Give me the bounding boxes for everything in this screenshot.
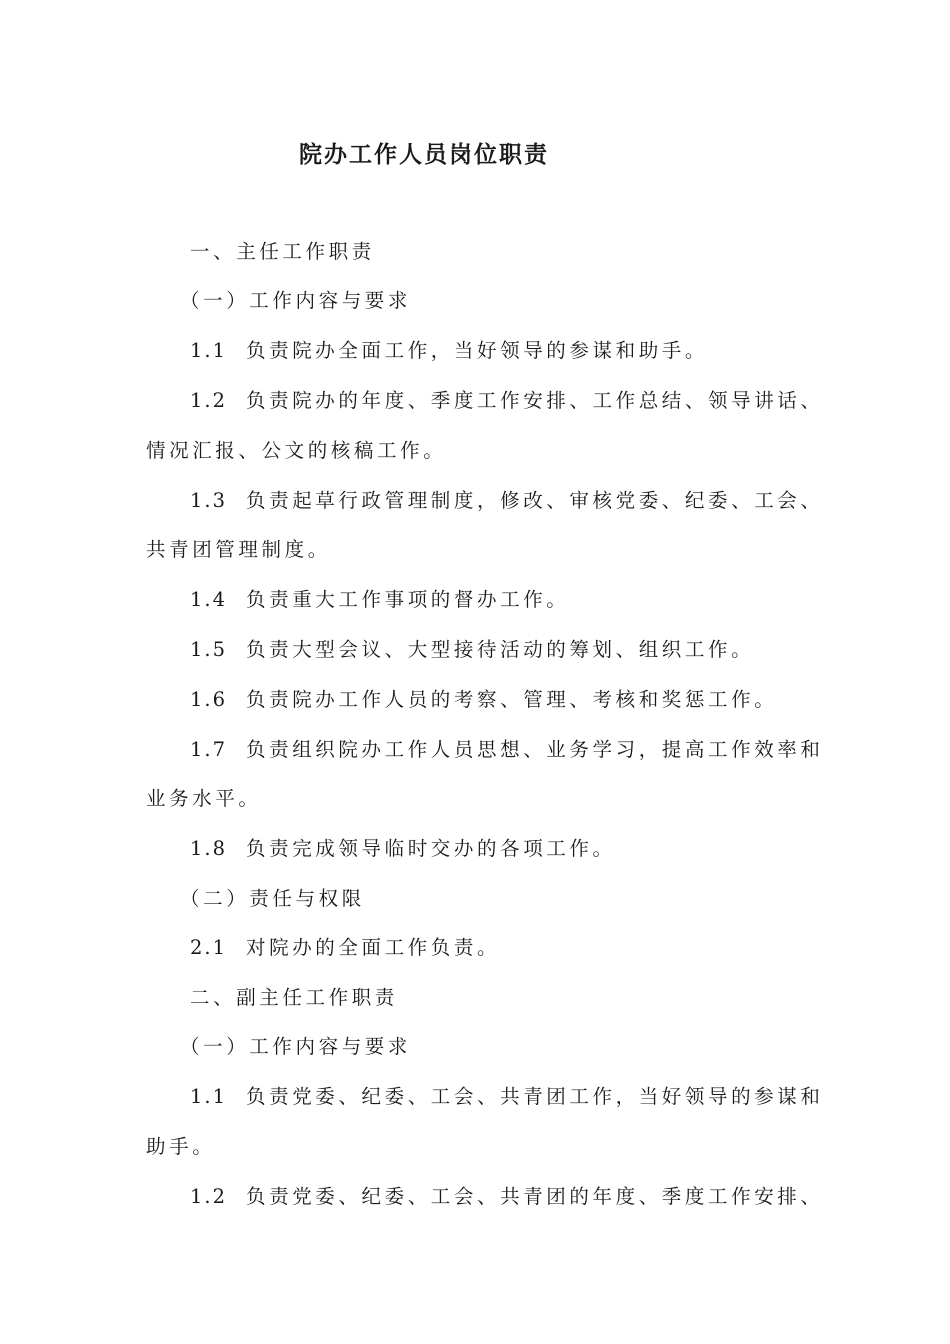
section-heading: 二、副主任工作职责 <box>190 986 398 1009</box>
item-text: 负责重大工作事项的督办工作。 <box>246 588 570 611</box>
item-text: 负责院办全面工作，当好领导的参谋和助手。 <box>246 339 709 362</box>
item-number: 2.1 <box>190 936 228 959</box>
item-number: 1.2 <box>190 1185 228 1208</box>
section-heading: 一、主任工作职责 <box>190 240 375 263</box>
item-text: 负责院办工作人员的考察、管理、考核和奖惩工作。 <box>246 688 778 711</box>
item-continuation: 业务水平。 <box>146 787 262 810</box>
list-item <box>190 486 824 516</box>
list-item <box>190 735 824 765</box>
item-text: 负责党委、纪委、工会、共青团的年度、季度工作安排、 <box>246 1185 824 1208</box>
list-item <box>190 1082 824 1112</box>
subsection-heading: （一）工作内容与要求 <box>180 289 412 312</box>
document-title: 院办工作人员岗位职责 <box>299 141 549 168</box>
item-number: 1.8 <box>190 837 228 860</box>
item-text: 负责院办的年度、季度工作安排、工作总结、领导讲话、 <box>246 389 824 412</box>
item-text: 负责大型会议、大型接待活动的筹划、组织工作。 <box>246 638 755 661</box>
item-text: 对院办的全面工作负责。 <box>246 936 501 959</box>
item-continuation: 共青团管理制度。 <box>146 538 331 561</box>
item-number: 1.2 <box>190 389 228 412</box>
list-item <box>190 336 708 366</box>
item-number: 1.4 <box>190 588 228 611</box>
list-item <box>190 685 777 715</box>
subsection-heading: （一）工作内容与要求 <box>180 1035 412 1058</box>
list-item <box>190 635 754 665</box>
item-number: 1.6 <box>190 688 228 711</box>
item-continuation: 情况汇报、公文的核稿工作。 <box>146 439 447 462</box>
item-number: 1.1 <box>190 339 228 362</box>
item-text: 负责完成领导临时交办的各项工作。 <box>246 837 616 860</box>
list-item <box>190 1182 824 1212</box>
item-text: 负责起草行政管理制度，修改、审核党委、纪委、工会、 <box>246 489 824 512</box>
item-number: 1.1 <box>190 1085 228 1108</box>
item-number: 1.5 <box>190 638 228 661</box>
item-number: 1.7 <box>190 738 228 761</box>
item-text: 负责组织院办工作人员思想、业务学习，提高工作效率和 <box>246 738 824 761</box>
item-number: 1.3 <box>190 489 228 512</box>
list-item <box>190 585 569 615</box>
list-item <box>190 933 500 963</box>
item-continuation: 助手。 <box>146 1135 216 1158</box>
list-item <box>190 386 824 416</box>
item-text: 负责党委、纪委、工会、共青团工作，当好领导的参谋和 <box>246 1085 824 1108</box>
list-item <box>190 834 616 864</box>
subsection-heading: （二）责任与权限 <box>180 887 365 910</box>
